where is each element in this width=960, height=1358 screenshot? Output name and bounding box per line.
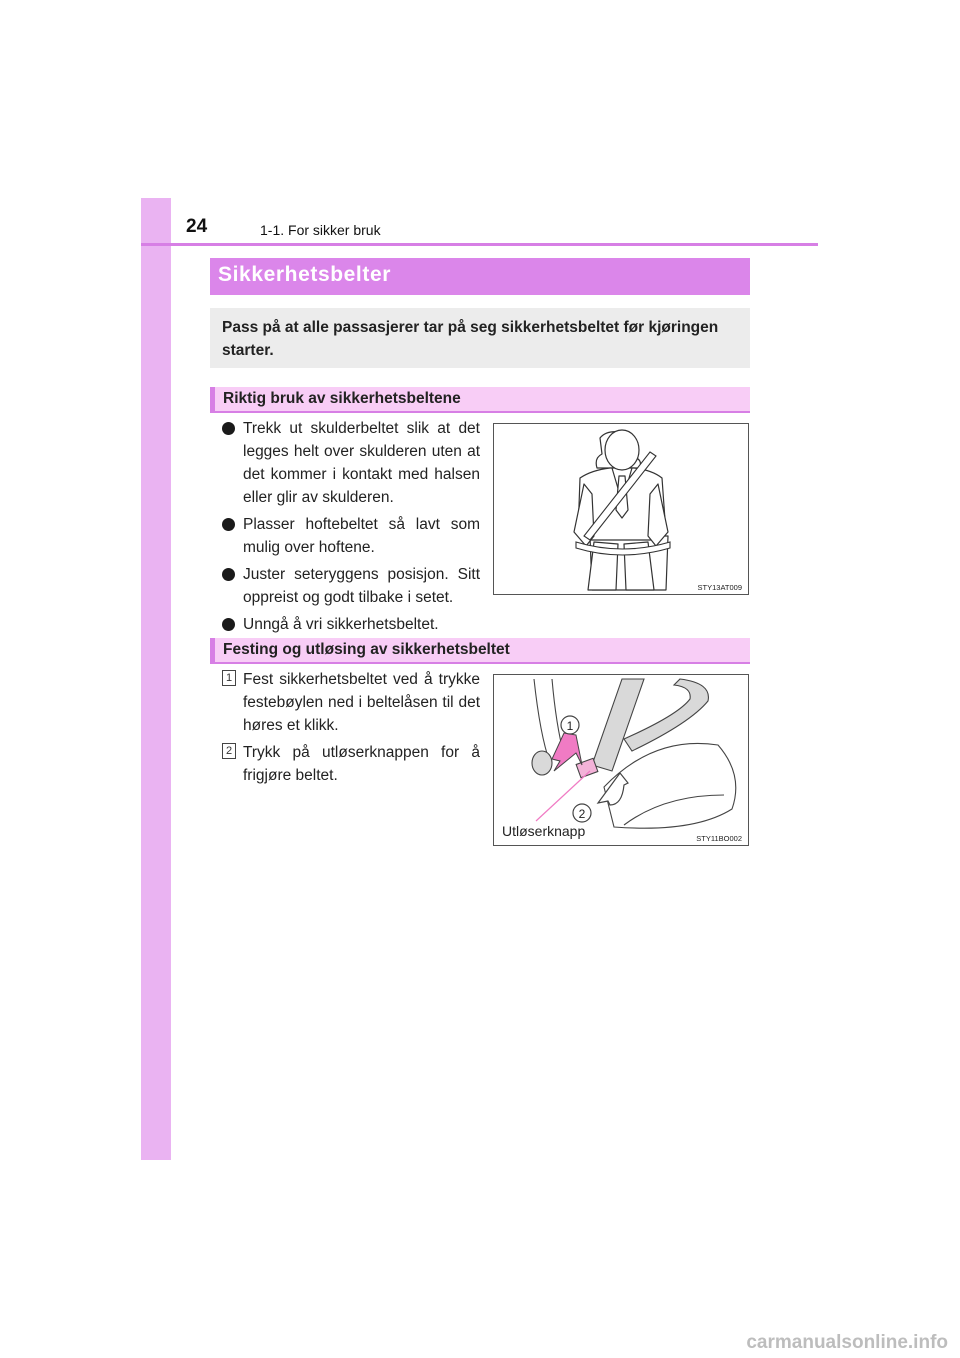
header-rule bbox=[141, 243, 818, 246]
bullet-text: Plasser hoftebeltet så lavt som mulig over hoftene. bbox=[243, 516, 480, 556]
list-item bbox=[222, 613, 480, 636]
marker-1-label: 1 bbox=[566, 719, 574, 733]
bullet-text: Juster seteryggens posisjon. Sitt oppreist og godt tilbake i setet. bbox=[243, 566, 480, 606]
release-button-callout: Utløserknapp bbox=[502, 823, 586, 839]
belt-strap-upper bbox=[592, 679, 644, 771]
intro-box bbox=[210, 308, 750, 368]
seated-person-figure bbox=[493, 423, 749, 595]
page-title: Sikkerhetsbelter bbox=[218, 263, 392, 286]
intro-text: Pass på at alle passasjerer tar på seg sikkerhetsbeltet før kjøringen starter. bbox=[222, 319, 719, 359]
step-text: Trykk på utløserknappen for å frigjøre beltet. bbox=[243, 744, 480, 784]
seatbelt-wearing-illustration bbox=[494, 424, 748, 594]
figure-code: STY13AT009 bbox=[697, 583, 742, 592]
buckle-base bbox=[532, 751, 552, 775]
section-heading-text: Festing og utløsing av sikkerhetsbeltet bbox=[223, 641, 510, 658]
head bbox=[605, 430, 639, 470]
buckle-figure bbox=[493, 674, 749, 846]
list-item bbox=[222, 563, 480, 609]
bullet-dot-icon bbox=[222, 422, 235, 435]
bullet-dot-icon bbox=[222, 568, 235, 581]
bullet-dot-icon bbox=[222, 618, 235, 631]
step-text: Fest sikkerhetsbeltet ved å trykke festebøylen ned i beltelåsen til det høres et klikk. bbox=[243, 671, 480, 734]
section-heading-fasten-release bbox=[210, 638, 750, 664]
bullet-dot-icon bbox=[222, 518, 235, 531]
step-number-icon: 1 bbox=[222, 670, 236, 686]
running-head: 1-1. For sikker bruk bbox=[260, 222, 381, 238]
bullet-text: Trekk ut skulderbeltet slik at det legges helt over skulderen uten at det kommer i kontakt med halsen eller glir av skulderen. bbox=[243, 420, 480, 506]
step-number-icon: 2 bbox=[222, 743, 236, 759]
list-item bbox=[222, 513, 480, 559]
list-item bbox=[222, 417, 480, 509]
page-title-bar bbox=[210, 258, 750, 295]
buckle bbox=[576, 758, 598, 777]
watermark: carmanualsonline.info bbox=[746, 1332, 948, 1353]
bullet-text: Unngå å vri sikkerhetsbeltet. bbox=[243, 616, 439, 633]
section-heading-correct-use bbox=[210, 387, 750, 413]
marker-2-label: 2 bbox=[578, 807, 586, 821]
list-item bbox=[222, 668, 480, 737]
buckle-illustration bbox=[494, 675, 748, 845]
list-item bbox=[222, 741, 480, 787]
page-number: 24 bbox=[186, 216, 208, 237]
section-heading-text: Riktig bruk av sikkerhetsbeltene bbox=[223, 390, 461, 407]
usage-bullet-list bbox=[222, 417, 480, 640]
seat-edge-line bbox=[534, 679, 550, 763]
chapter-side-tab bbox=[141, 198, 171, 1160]
fasten-steps-list bbox=[222, 668, 480, 791]
figure-code: STY11BO002 bbox=[696, 834, 742, 843]
